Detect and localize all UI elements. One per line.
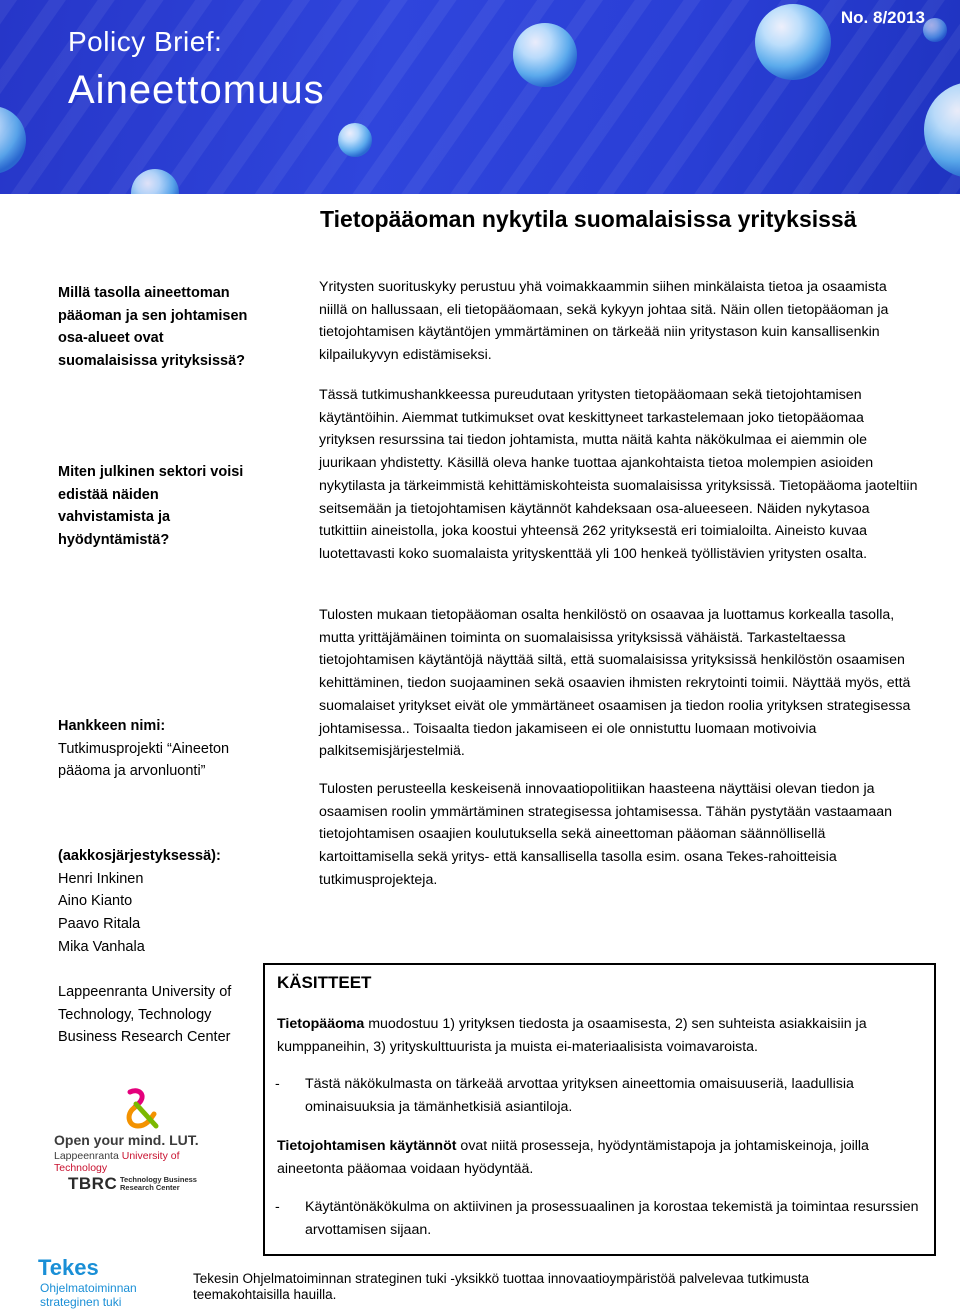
authors-label: (aakkosjärjestyksessä): bbox=[58, 848, 221, 864]
issue-number: No. 8/2013 bbox=[840, 8, 925, 27]
tekes-unit: Ohjelmatoiminnan strateginen tuki bbox=[40, 1281, 137, 1309]
sidebar-question-1: Millä tasolla aineettoman pääoman ja sen johtamisen osa-alueet ovat suomalaisissa yrityksissä? bbox=[58, 285, 248, 370]
tbrc-logo bbox=[68, 1174, 228, 1194]
concepts-heading: KÄSITTEET bbox=[277, 973, 372, 992]
lut-name-part-1: Lappeenranta bbox=[54, 1150, 122, 1162]
author-item: Paavo Ritala bbox=[58, 916, 141, 933]
tbrc-full-name: Technology Business Research Center bbox=[120, 1175, 197, 1192]
bullet-text-2: Käytäntönäkökulma on aktiivinen ja prosessuaalinen ja korostaa tekemistä ja toimintaa resurssien arvottamisen sijaan. bbox=[305, 1199, 919, 1238]
concept-text-2: ovat niitä prosesseja, hyödyntämistapoja ja johtamiskeinoja, joilla aineetonta pääomaa voidaan hyödyntää. bbox=[277, 1138, 869, 1177]
project-name: Tutkimusprojekti “Aineeton pääoma ja arvonluonti” bbox=[58, 740, 230, 780]
author-item: Aino Kianto bbox=[58, 893, 133, 910]
concept-definition-2 bbox=[277, 1135, 917, 1180]
concept-term-1: Tietopääoma bbox=[277, 1016, 365, 1032]
body-paragraph-3: Tulosten mukaan tietopääoman osalta henkilöstö on osaavaa ja luottamus korkealla tasolla, mutta yrittäjämäinen toiminta on suomalaisissa yrityksissä vähäistä. Tarkasteltaessa tietojohtamisen käytäntöjä näyttää siltä, että suomalaisissa yrityksissä henkilöstön osaamisen kehittäminen, tiedon suojaaminen sekä osaavien ihmisten rekrytointi toimii. Näyttää myös, että suomalaiset yritykset eivät ole ymmärtäneet osaamisen ja tiedon roolia yrityksen strategisessa johtamisessa.. Toisaalta tiedon jakamiseen ei ole onnistuttu luomaan motivoivia palkitsemisjärjestelmiä. bbox=[319, 607, 911, 760]
author-item: Henri Inkinen bbox=[58, 870, 144, 887]
concept-term-2: Tietojohtamisen käytännöt bbox=[277, 1138, 457, 1154]
institution: Lappeenranta University of Technology, Technology Business Research Center bbox=[58, 984, 232, 1046]
lut-ampersand-icon bbox=[120, 1088, 164, 1130]
body-paragraph-2: Tässä tutkimushankkeessa pureudutaan yritysten tietopääomaan sekä tietojohtamisen käytäntöihin. Aiemmat tutkimukset ovat keskittyneet tarkastelemaan joko tietopääomaa yrityksen resurssina tai tiedon johtamista, mutta näitä kahta näkökulmaa ei aiemmin ole juurikaan yhdistetty. Käsillä oleva hanke tuottaa ajankohtaista tietoa molempien asioiden nykytilasta ja tärkeimmistä kehittämiskohteista suomalaisissa yrityksissä. Tietopääoma jaoteltiin seitsemään ja tietojohtamisen käytännöt kahdeksaan osa-alueeseen. Näiden nykytasoa tutkittiin aineistolla, joka koostui yhteensä 262 yrityksestä eri toimialoilta. Aineisto kuvaa luotettavasti koko suomalaista yrityskenttää yli 100 henkeä työllistävien yritysten osalta. bbox=[319, 387, 918, 562]
concept-definition-1 bbox=[277, 1013, 917, 1058]
lut-slogan: Open your mind. LUT. bbox=[54, 1132, 199, 1148]
bullet-text-1: Tästä näkökulmasta on tärkeää arvottaa yrityksen aineettomia omaisuuseriä, laadullisia ominaisuuksia ja tämänhetkisiä asiantiloja. bbox=[305, 1076, 854, 1115]
project-info bbox=[58, 715, 248, 783]
tekes-logo bbox=[38, 1255, 168, 1311]
bullet-dash: - bbox=[275, 1076, 280, 1092]
project-label: Hankkeen nimi: bbox=[58, 718, 166, 734]
body-paragraph-1: Yritysten suorituskyky perustuu yhä voimakkaammin siihen minkälaista tietoa ja osaamista niillä on hallussaan, eli tietopääomaan, sekä kykyyn johtaa sitä. Näin ollen tietopääoman ja tietojohtamisen käytäntöjen ymmärtäminen on tärkeää niin yritystason kuin kansallisenkin kilpailukyvyn edistämiseksi. bbox=[319, 279, 889, 364]
concept-text-1: muodostuu 1) yrityksen tiedosta ja osaamisesta, 2) sen suhteista asiakkaisiin ja kumppaneihin, 3) yrityskulttuurista ja muista ei-materiaalisista voimavaroista. bbox=[277, 1016, 867, 1055]
lut-logo bbox=[54, 1088, 234, 1174]
series-label: Policy Brief: bbox=[68, 26, 223, 57]
sidebar-question-2: Miten julkinen sektori voisi edistää näiden vahvistamista ja hyödyntämistä? bbox=[58, 464, 244, 549]
lut-name bbox=[54, 1150, 234, 1174]
brief-topic: Aineettomuus bbox=[68, 68, 325, 112]
lut-name-part-2: University of Technology bbox=[54, 1150, 180, 1174]
header-banner bbox=[0, 0, 960, 194]
authors-block bbox=[58, 845, 248, 959]
tekes-name: Tekes bbox=[38, 1255, 99, 1280]
concept-bullet-2 bbox=[275, 1196, 925, 1241]
concept-bullet-1 bbox=[275, 1073, 925, 1118]
footer-text: Tekesin Ohjelmatoiminnan strateginen tuki -yksikkö tuottaa innovaatioympäristöä palvelevaa tutkimusta teemakohtaisilla hauilla. bbox=[193, 1271, 810, 1302]
bullet-dash: - bbox=[275, 1199, 280, 1215]
page-title: Tietopääoman nykytila suomalaisissa yrityksissä bbox=[320, 206, 857, 232]
tbrc-abbreviation: TBRC bbox=[68, 1174, 118, 1193]
concepts-box bbox=[263, 963, 936, 1256]
author-item: Mika Vanhala bbox=[58, 938, 145, 955]
body-paragraph-4: Tulosten perusteella keskeisenä innovaatiopolitiikan haasteena näyttäisi olevan tiedon ja osaamisen roolin ymmärtäminen strategisessa johtamisessa. Tähän pystytään vastaamaan tietojohtamisen osaajien koulutuksella sekä aineettoman pääoman säännöllisellä kartoittamisella sekä yritys- että kansallisella tasolla esim. osana Tekes-rahoitteisia tutkimusprojekteja. bbox=[319, 781, 893, 888]
